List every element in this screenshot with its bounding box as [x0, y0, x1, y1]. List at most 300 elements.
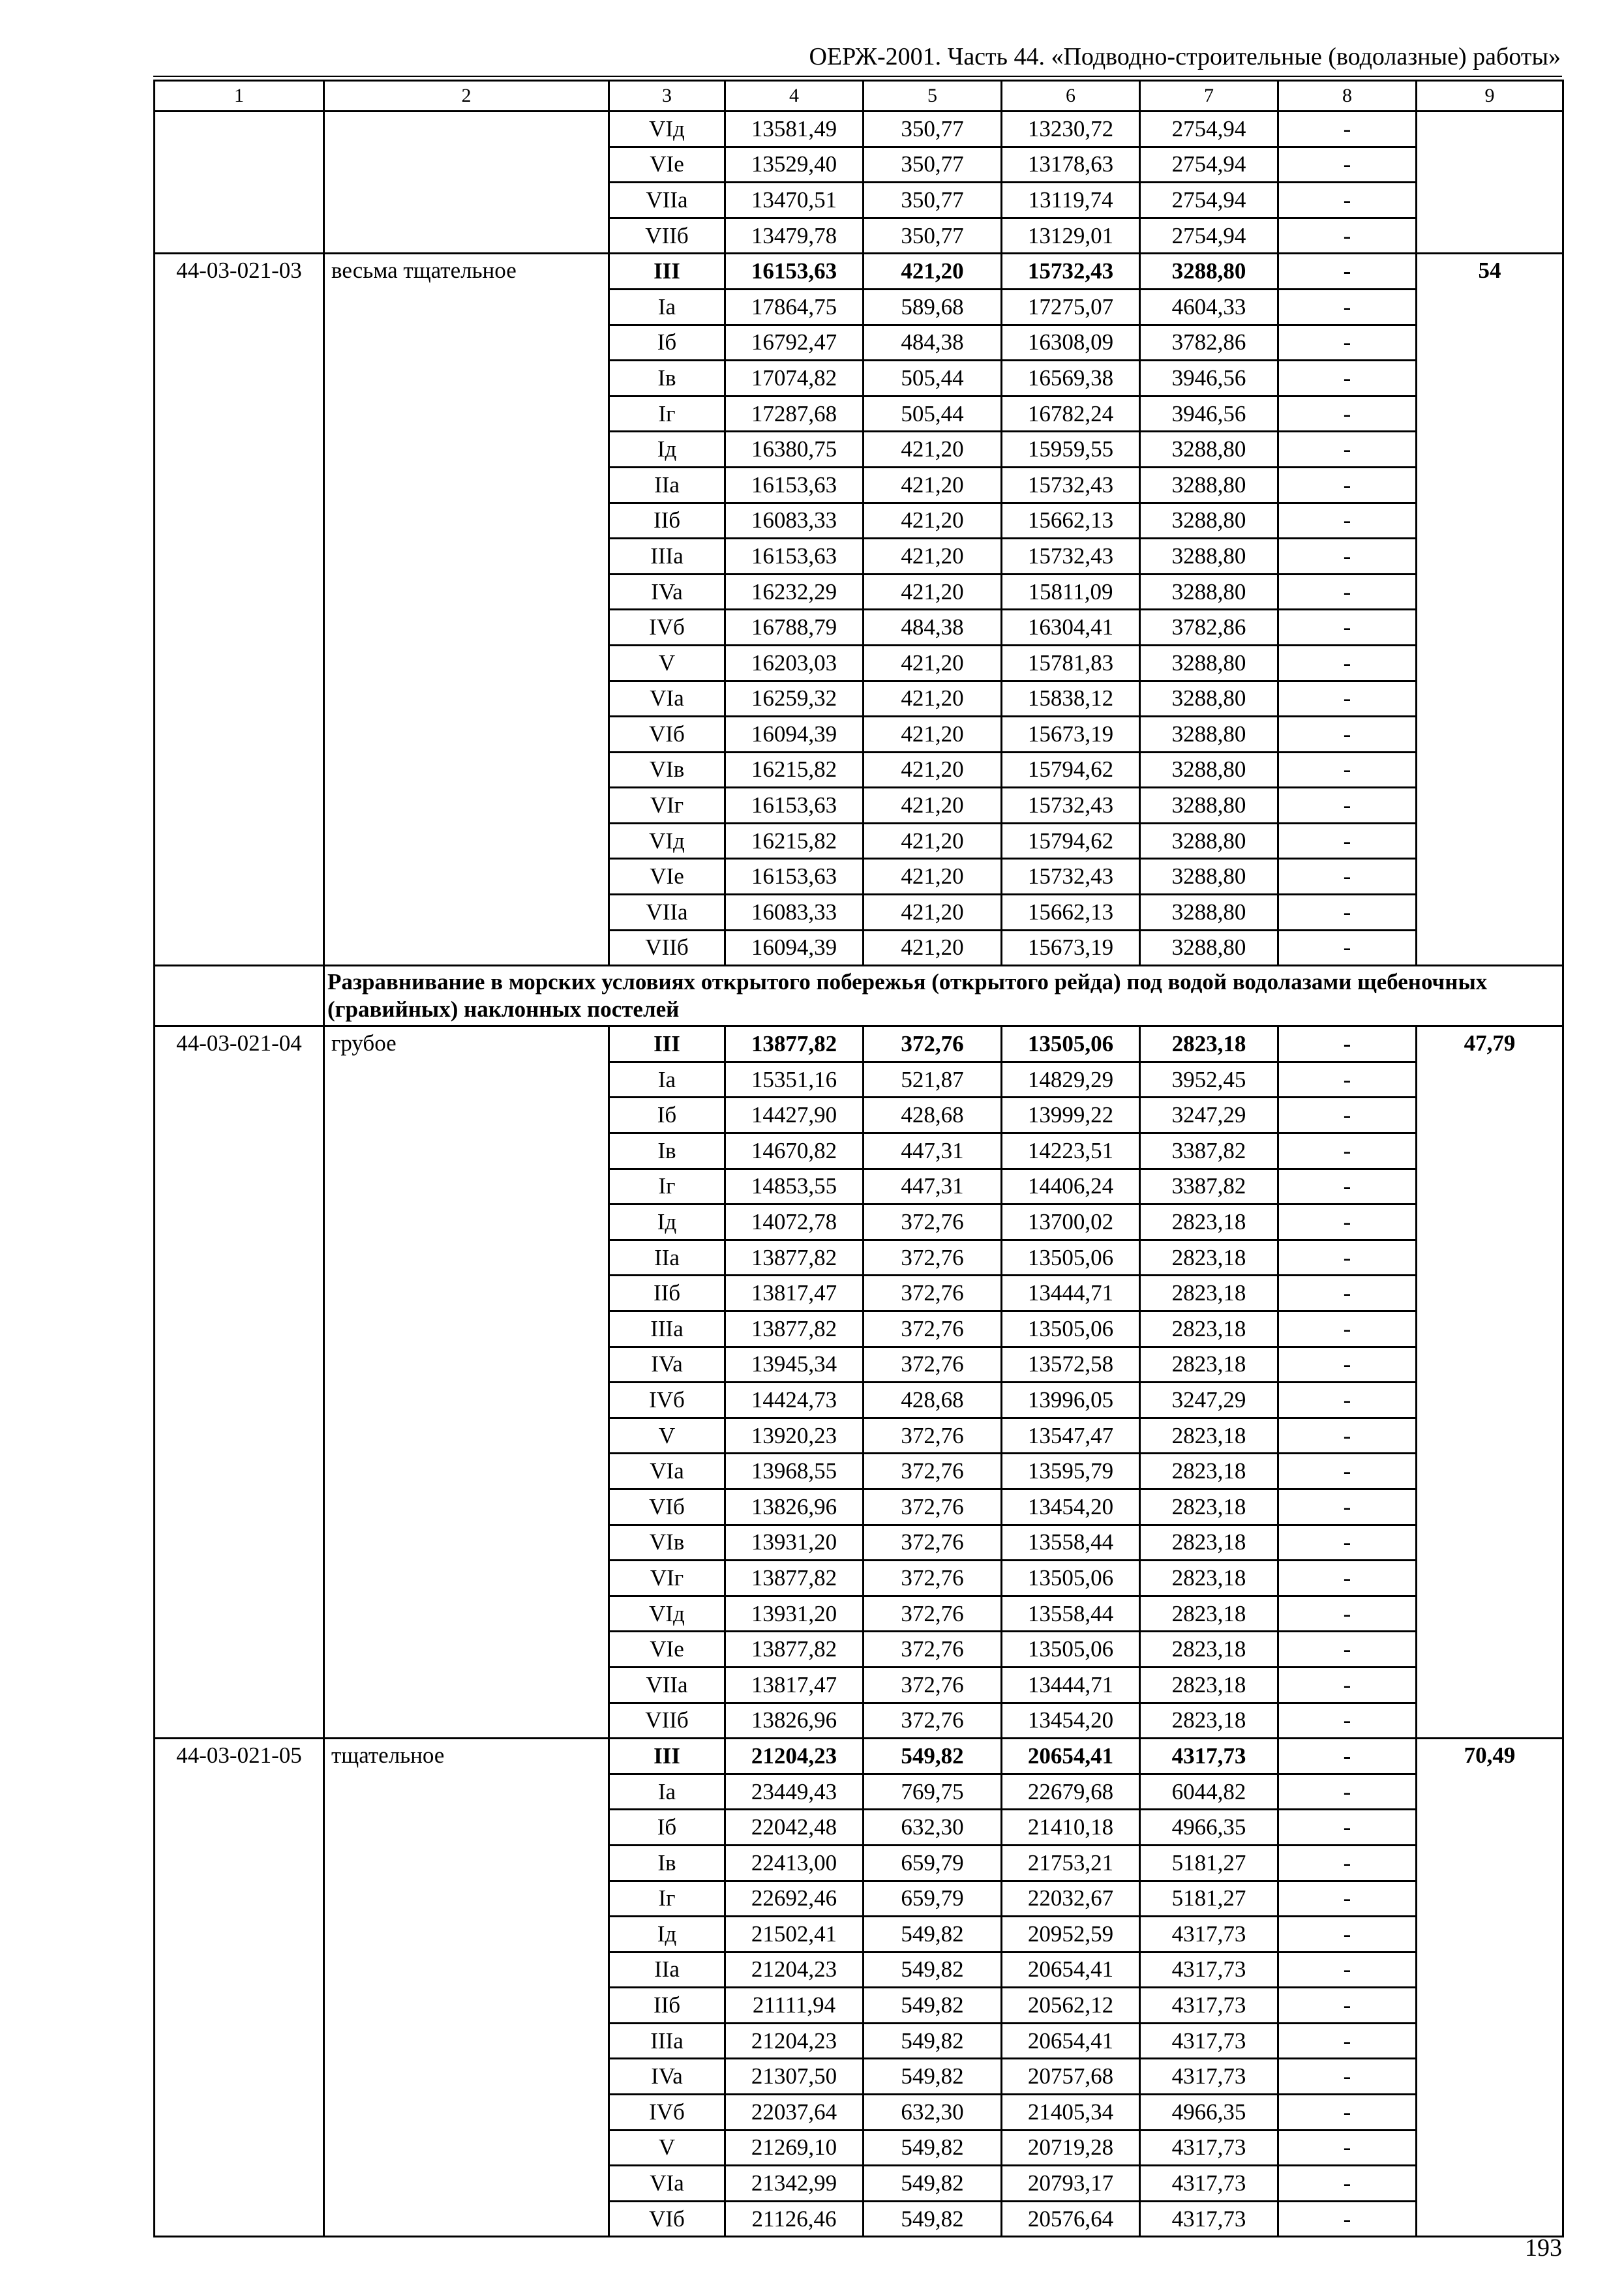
column-number-cell: 5 — [864, 81, 1002, 112]
table-cell: IVa — [609, 574, 725, 610]
table-cell: 421,20 — [864, 432, 1002, 468]
table-cell: 13826,96 — [725, 1703, 864, 1739]
table-cell: 20654,41 — [1002, 2023, 1140, 2059]
table-cell: 372,76 — [864, 1454, 1002, 1489]
table-cell: Ia — [609, 289, 725, 325]
rate-total: 47,79 — [1417, 1026, 1563, 1739]
table-cell: VIIб — [609, 930, 725, 966]
column-number-cell: 4 — [725, 81, 864, 112]
table-cell: 372,76 — [864, 1596, 1002, 1632]
table-cell: 15732,43 — [1002, 788, 1140, 824]
table-cell: Ia — [609, 1062, 725, 1098]
table-cell: - — [1278, 1311, 1417, 1347]
table-cell: - — [1278, 1383, 1417, 1418]
table-cell: V — [609, 645, 725, 681]
table-cell: 13454,20 — [1002, 1703, 1140, 1739]
table-cell: 4604,33 — [1140, 289, 1278, 325]
table-cell: - — [1278, 1561, 1417, 1596]
table-cell: 4966,35 — [1140, 2095, 1278, 2131]
table-cell: 589,68 — [864, 289, 1002, 325]
table-cell: 2823,18 — [1140, 1596, 1278, 1632]
table-cell: 13505,06 — [1002, 1632, 1140, 1668]
table-cell: 16083,33 — [725, 895, 864, 931]
table-cell: 13877,82 — [725, 1561, 864, 1596]
table-cell: - — [1278, 1454, 1417, 1489]
table-cell: 14670,82 — [725, 1133, 864, 1169]
table-cell: 659,79 — [864, 1881, 1002, 1917]
rate-name — [324, 112, 609, 254]
table-cell: - — [1278, 147, 1417, 183]
table-cell: 16304,41 — [1002, 610, 1140, 646]
table-cell: 421,20 — [864, 681, 1002, 717]
table-cell: 505,44 — [864, 396, 1002, 432]
table-cell: IVa — [609, 2059, 725, 2095]
table-cell: 13700,02 — [1002, 1204, 1140, 1240]
table-cell: 421,20 — [864, 467, 1002, 503]
table-cell: VIб — [609, 1489, 725, 1525]
table-cell: 632,30 — [864, 1810, 1002, 1846]
table-cell: 372,76 — [864, 1489, 1002, 1525]
table-cell: 2823,18 — [1140, 1489, 1278, 1525]
table-cell: VIв — [609, 1525, 725, 1561]
table-cell: - — [1278, 218, 1417, 254]
table-cell: 350,77 — [864, 183, 1002, 218]
table-cell: 13877,82 — [725, 1240, 864, 1276]
table-cell: IIб — [609, 1988, 725, 2024]
table-cell: VIa — [609, 2166, 725, 2202]
table-cell: 17074,82 — [725, 361, 864, 396]
table-cell: Iд — [609, 1204, 725, 1240]
table-cell: 428,68 — [864, 1098, 1002, 1133]
table-cell: 15781,83 — [1002, 645, 1140, 681]
table-cell: 15811,09 — [1002, 574, 1140, 610]
table-cell: - — [1278, 112, 1417, 147]
table-cell: 13505,06 — [1002, 1311, 1140, 1347]
table-cell: 16380,75 — [725, 432, 864, 468]
table-cell: 13178,63 — [1002, 147, 1140, 183]
table-cell: - — [1278, 823, 1417, 859]
table-cell: - — [1278, 895, 1417, 931]
table-cell: 15662,13 — [1002, 503, 1140, 539]
table-cell: 4317,73 — [1140, 2201, 1278, 2237]
table-cell: IVб — [609, 2095, 725, 2131]
table-cell: 14829,29 — [1002, 1062, 1140, 1098]
table-cell: 5181,27 — [1140, 1881, 1278, 1917]
table-cell: 15794,62 — [1002, 752, 1140, 788]
table-cell: 14853,55 — [725, 1169, 864, 1204]
table-cell: 3288,80 — [1140, 467, 1278, 503]
table-cell: 21307,50 — [725, 2059, 864, 2095]
table-cell: 13454,20 — [1002, 1489, 1140, 1525]
table-cell: 372,76 — [864, 1418, 1002, 1454]
table-cell: VIIa — [609, 895, 725, 931]
table-cell: 14406,24 — [1002, 1169, 1140, 1204]
table-cell: 21204,23 — [725, 1739, 864, 1774]
table-cell: IVб — [609, 610, 725, 646]
table-cell: 3782,86 — [1140, 610, 1278, 646]
table-cell: - — [1278, 467, 1417, 503]
table-cell: 13595,79 — [1002, 1454, 1140, 1489]
table-cell: 3288,80 — [1140, 503, 1278, 539]
table-cell: 3288,80 — [1140, 859, 1278, 895]
table-cell: 3288,80 — [1140, 788, 1278, 824]
table-cell: VIe — [609, 147, 725, 183]
table-cell: Iв — [609, 361, 725, 396]
table-cell: 13826,96 — [725, 1489, 864, 1525]
table-cell: 21342,99 — [725, 2166, 864, 2202]
table-cell: Iд — [609, 1917, 725, 1952]
table-cell: - — [1278, 432, 1417, 468]
table-cell: 13572,58 — [1002, 1347, 1140, 1383]
table-cell: 549,82 — [864, 1739, 1002, 1774]
table-cell: 447,31 — [864, 1169, 1002, 1204]
table-cell: 16203,03 — [725, 645, 864, 681]
table-cell: 13931,20 — [725, 1596, 864, 1632]
table-cell: V — [609, 2130, 725, 2166]
table-cell: 13581,49 — [725, 112, 864, 147]
table-row — [155, 112, 1563, 147]
table-cell: 3288,80 — [1140, 254, 1278, 290]
table-cell: 350,77 — [864, 147, 1002, 183]
column-number-cell: 9 — [1417, 81, 1563, 112]
table-cell: VIIб — [609, 218, 725, 254]
table-cell: 16094,39 — [725, 930, 864, 966]
table-cell: 13529,40 — [725, 147, 864, 183]
table-cell: VIд — [609, 1596, 725, 1632]
table-cell: VIa — [609, 1454, 725, 1489]
table-row — [155, 1026, 1563, 1062]
column-number-cell: 2 — [324, 81, 609, 112]
section-title: Разравнивание в морских условиях открытого побережья (открытого рейда) под водой водолазами щебеночных (гравийных) наклонных постелей — [324, 966, 1563, 1026]
table-cell: - — [1278, 859, 1417, 895]
table-cell: 3247,29 — [1140, 1383, 1278, 1418]
table-cell: 5181,27 — [1140, 1845, 1278, 1881]
table-cell: 22032,67 — [1002, 1881, 1140, 1917]
table-cell: VIв — [609, 752, 725, 788]
table-cell: - — [1278, 289, 1417, 325]
table-cell: 16259,32 — [725, 681, 864, 717]
table-cell: 15732,43 — [1002, 254, 1140, 290]
table-cell: 21410,18 — [1002, 1810, 1140, 1846]
table-cell: 13877,82 — [725, 1311, 864, 1347]
table-cell: - — [1278, 254, 1417, 290]
table-cell: 549,82 — [864, 2130, 1002, 2166]
table-cell: 21126,46 — [725, 2201, 864, 2237]
table-cell: 17287,68 — [725, 396, 864, 432]
table-cell: 3952,45 — [1140, 1062, 1278, 1098]
table-cell: VIб — [609, 717, 725, 753]
table-cell: 13877,82 — [725, 1632, 864, 1668]
table-cell: - — [1278, 2095, 1417, 2131]
table-cell: - — [1278, 1525, 1417, 1561]
table-cell: 372,76 — [864, 1240, 1002, 1276]
table-cell: Iг — [609, 1881, 725, 1917]
table-cell: - — [1278, 752, 1417, 788]
table-cell: - — [1278, 2059, 1417, 2095]
table-cell: IIIa — [609, 539, 725, 575]
table-cell: 372,76 — [864, 1311, 1002, 1347]
table-cell: - — [1278, 1133, 1417, 1169]
table-cell: 2823,18 — [1140, 1561, 1278, 1596]
table-cell: - — [1278, 2023, 1417, 2059]
table-cell: 15732,43 — [1002, 467, 1140, 503]
table-cell: - — [1278, 1596, 1417, 1632]
table-cell: 21111,94 — [725, 1988, 864, 2024]
table-cell: - — [1278, 361, 1417, 396]
table-cell: Iб — [609, 325, 725, 361]
table-cell: 549,82 — [864, 1988, 1002, 2024]
table-cell: 2823,18 — [1140, 1703, 1278, 1739]
table-cell: 22042,48 — [725, 1810, 864, 1846]
column-number-cell: 3 — [609, 81, 725, 112]
page-header: ОЕРЖ-2001. Часть 44. «Подводно-строительные (водолазные) работы» — [809, 43, 1561, 70]
rate-total — [1417, 112, 1563, 254]
table-cell: 2823,18 — [1140, 1240, 1278, 1276]
table-cell: 16308,09 — [1002, 325, 1140, 361]
table-cell: 16083,33 — [725, 503, 864, 539]
table-cell: 13558,44 — [1002, 1596, 1140, 1632]
table-cell: 769,75 — [864, 1774, 1002, 1810]
column-number-row — [155, 81, 1563, 112]
table-cell: 549,82 — [864, 1952, 1002, 1988]
table-cell: Iг — [609, 1169, 725, 1204]
table-cell: 2823,18 — [1140, 1276, 1278, 1311]
table-cell: - — [1278, 1952, 1417, 1988]
table-cell: 2823,18 — [1140, 1311, 1278, 1347]
table-cell: 372,76 — [864, 1276, 1002, 1311]
table-cell: - — [1278, 1204, 1417, 1240]
table-cell: 15662,13 — [1002, 895, 1140, 931]
table-cell: 20654,41 — [1002, 1739, 1140, 1774]
table-cell: Iг — [609, 396, 725, 432]
table-cell: 13877,82 — [725, 1026, 864, 1062]
table-cell: 13505,06 — [1002, 1240, 1140, 1276]
table-cell: 16153,63 — [725, 859, 864, 895]
rate-name: тщательное — [324, 1739, 609, 2237]
table-cell: - — [1278, 1276, 1417, 1311]
table-cell: 447,31 — [864, 1133, 1002, 1169]
table-cell: 14223,51 — [1002, 1133, 1140, 1169]
table-cell: 350,77 — [864, 218, 1002, 254]
table-cell: 13931,20 — [725, 1525, 864, 1561]
table-cell: 15732,43 — [1002, 539, 1140, 575]
table-cell: 421,20 — [864, 823, 1002, 859]
table-cell: 16569,38 — [1002, 361, 1140, 396]
table-cell: 2823,18 — [1140, 1418, 1278, 1454]
table-cell: Iб — [609, 1098, 725, 1133]
table-cell: 13129,01 — [1002, 218, 1140, 254]
table-cell: 659,79 — [864, 1845, 1002, 1881]
table-cell: 372,76 — [864, 1026, 1002, 1062]
table-cell: IVб — [609, 1383, 725, 1418]
rate-name: весьма тщательное — [324, 254, 609, 966]
table-cell: 23449,43 — [725, 1774, 864, 1810]
table-cell: IIIa — [609, 2023, 725, 2059]
table-cell: 484,38 — [864, 610, 1002, 646]
table-cell: 421,20 — [864, 895, 1002, 931]
table-cell: 21502,41 — [725, 1917, 864, 1952]
table-cell: 3288,80 — [1140, 752, 1278, 788]
table-cell: 13945,34 — [725, 1347, 864, 1383]
table-cell: VIIб — [609, 1703, 725, 1739]
table-cell: - — [1278, 1062, 1417, 1098]
rate-total: 54 — [1417, 254, 1563, 966]
table-cell: 16788,79 — [725, 610, 864, 646]
table-cell: - — [1278, 574, 1417, 610]
table-cell: 2823,18 — [1140, 1026, 1278, 1062]
table-cell: 13558,44 — [1002, 1525, 1140, 1561]
table-cell: 4317,73 — [1140, 1739, 1278, 1774]
table-cell: 3288,80 — [1140, 574, 1278, 610]
table-cell: 20952,59 — [1002, 1917, 1140, 1952]
table-cell: 421,20 — [864, 788, 1002, 824]
table-cell: III — [609, 254, 725, 290]
table-cell: IIa — [609, 467, 725, 503]
table-cell: 17864,75 — [725, 289, 864, 325]
table-cell: 21204,23 — [725, 2023, 864, 2059]
rate-name: грубое — [324, 1026, 609, 1739]
table-cell: 2823,18 — [1140, 1632, 1278, 1668]
table-cell: 13547,47 — [1002, 1418, 1140, 1454]
table-cell: - — [1278, 1774, 1417, 1810]
table-cell: 549,82 — [864, 2166, 1002, 2202]
table-cell: 22679,68 — [1002, 1774, 1140, 1810]
table-cell: 4317,73 — [1140, 1917, 1278, 1952]
table-cell: 13817,47 — [725, 1276, 864, 1311]
table-cell: 16153,63 — [725, 467, 864, 503]
table-cell: 2754,94 — [1140, 147, 1278, 183]
table-cell: 372,76 — [864, 1204, 1002, 1240]
table-cell: 20576,64 — [1002, 2201, 1140, 2237]
table-cell: 2823,18 — [1140, 1667, 1278, 1703]
table-cell: 15673,19 — [1002, 717, 1140, 753]
table-cell: 14072,78 — [725, 1204, 864, 1240]
table-body — [155, 81, 1563, 2237]
table-cell: 372,76 — [864, 1347, 1002, 1383]
table-cell: 13968,55 — [725, 1454, 864, 1489]
table-cell: 3288,80 — [1140, 432, 1278, 468]
table-cell: 14427,90 — [725, 1098, 864, 1133]
table-cell: - — [1278, 1169, 1417, 1204]
table-cell: 2754,94 — [1140, 218, 1278, 254]
table-cell: 22692,46 — [725, 1881, 864, 1917]
section-empty-cell — [155, 966, 324, 1026]
table-cell: VIг — [609, 1561, 725, 1596]
table-cell: - — [1278, 539, 1417, 575]
table-cell: 3288,80 — [1140, 539, 1278, 575]
table-cell: VIб — [609, 2201, 725, 2237]
table-cell: - — [1278, 1632, 1417, 1668]
rate-code — [155, 112, 324, 254]
table-cell: 13444,71 — [1002, 1276, 1140, 1311]
table-cell: 428,68 — [864, 1383, 1002, 1418]
table-cell: 4317,73 — [1140, 2166, 1278, 2202]
column-number-cell: 7 — [1140, 81, 1278, 112]
page-number: 193 — [1525, 2234, 1562, 2262]
table-cell: IIa — [609, 1240, 725, 1276]
table-cell: 21405,34 — [1002, 2095, 1140, 2131]
table-cell: 421,20 — [864, 752, 1002, 788]
table-cell: - — [1278, 503, 1417, 539]
table-cell: 16232,29 — [725, 574, 864, 610]
table-cell: 421,20 — [864, 930, 1002, 966]
table-cell: 549,82 — [864, 1917, 1002, 1952]
table-cell: - — [1278, 930, 1417, 966]
table-cell: - — [1278, 2201, 1417, 2237]
table-cell: 2754,94 — [1140, 112, 1278, 147]
table-cell: VIIa — [609, 183, 725, 218]
table-cell: 4317,73 — [1140, 2130, 1278, 2166]
table-cell: 372,76 — [864, 1703, 1002, 1739]
table-cell: VIд — [609, 823, 725, 859]
table-cell: Iд — [609, 432, 725, 468]
table-cell: 421,20 — [864, 254, 1002, 290]
table-cell: - — [1278, 2166, 1417, 2202]
table-cell: - — [1278, 183, 1417, 218]
rate-code: 44-03-021-04 — [155, 1026, 324, 1739]
table-cell: Ia — [609, 1774, 725, 1810]
table-cell: 20757,68 — [1002, 2059, 1140, 2095]
table-cell: - — [1278, 1739, 1417, 1774]
table-cell: VIa — [609, 681, 725, 717]
table-cell: 3288,80 — [1140, 823, 1278, 859]
table-cell: 4317,73 — [1140, 1952, 1278, 1988]
table-cell: 22037,64 — [725, 2095, 864, 2131]
table-cell: 3288,80 — [1140, 895, 1278, 931]
table-cell: 16215,82 — [725, 823, 864, 859]
table-cell: 421,20 — [864, 859, 1002, 895]
table-cell: 15838,12 — [1002, 681, 1140, 717]
table-cell: 484,38 — [864, 325, 1002, 361]
table-cell: 13479,78 — [725, 218, 864, 254]
table-cell: 13999,22 — [1002, 1098, 1140, 1133]
table-cell: 3946,56 — [1140, 396, 1278, 432]
table-cell: 15673,19 — [1002, 930, 1140, 966]
table-cell: - — [1278, 1098, 1417, 1133]
table-cell: 20562,12 — [1002, 1988, 1140, 2024]
table-cell: 21269,10 — [725, 2130, 864, 2166]
rate-total: 70,49 — [1417, 1739, 1563, 2237]
section-title-row — [155, 966, 1563, 1026]
table-cell: - — [1278, 1240, 1417, 1276]
table-cell: 20719,28 — [1002, 2130, 1140, 2166]
table-cell: 16153,63 — [725, 539, 864, 575]
table-cell: III — [609, 1026, 725, 1062]
table-cell: 549,82 — [864, 2201, 1002, 2237]
table-cell: IIб — [609, 1276, 725, 1311]
table-cell: 13119,74 — [1002, 183, 1140, 218]
table-cell: 16094,39 — [725, 717, 864, 753]
table-row — [155, 1739, 1563, 1774]
table-cell: IIa — [609, 1952, 725, 1988]
table-cell: VIIa — [609, 1667, 725, 1703]
table-cell: IVa — [609, 1347, 725, 1383]
rate-code: 44-03-021-03 — [155, 254, 324, 966]
table-cell: - — [1278, 645, 1417, 681]
table-cell: - — [1278, 1667, 1417, 1703]
table-cell: 632,30 — [864, 2095, 1002, 2131]
table-cell: 3247,29 — [1140, 1098, 1278, 1133]
table-cell: 421,20 — [864, 717, 1002, 753]
table-cell: 521,87 — [864, 1062, 1002, 1098]
table-cell: - — [1278, 1703, 1417, 1739]
table-cell: - — [1278, 1489, 1417, 1525]
table-cell: Iб — [609, 1810, 725, 1846]
table-cell: V — [609, 1418, 725, 1454]
table-cell: 372,76 — [864, 1667, 1002, 1703]
table-cell: 421,20 — [864, 539, 1002, 575]
price-table — [153, 80, 1564, 2237]
